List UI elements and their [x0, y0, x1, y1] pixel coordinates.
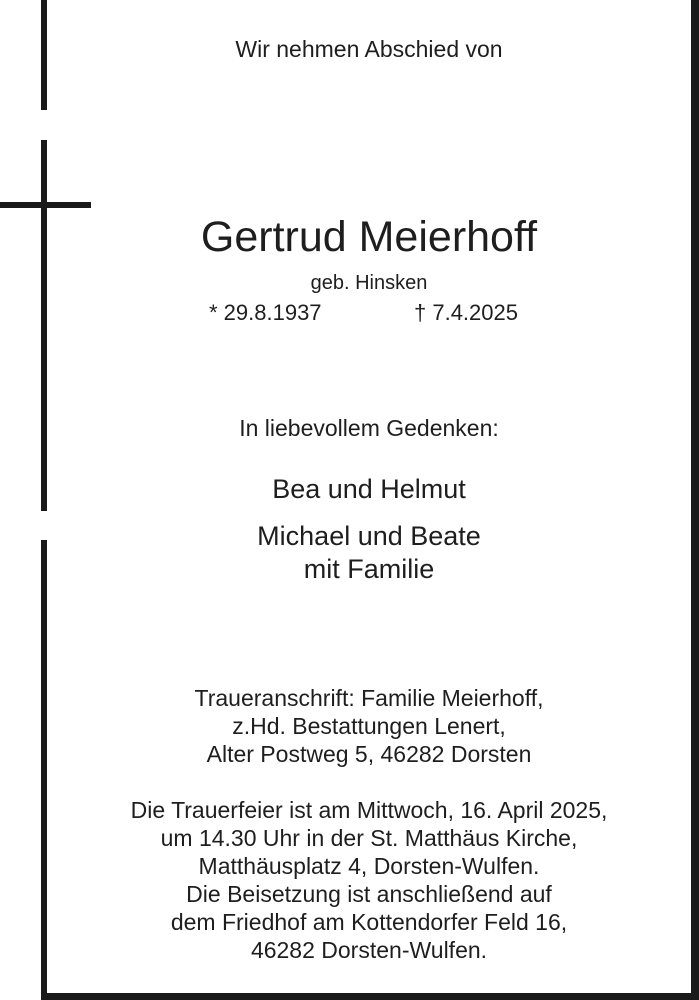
funeral-line: um 14.30 Uhr in der St. Matthäus Kirche, — [160, 825, 578, 851]
mourner-line: mit Familie — [303, 554, 435, 584]
birth-date: * 29.8.1937 — [209, 300, 322, 325]
deceased-name: Gertrud Meierhoff — [200, 213, 538, 261]
funeral-line: Die Trauerfeier ist am Mittwoch, 16. April 2025, — [130, 797, 608, 823]
mourning-address — [47, 684, 691, 768]
frame-right — [691, 0, 699, 1000]
funeral-line: Die Beisetzung ist anschließend auf — [186, 881, 552, 907]
life-dates — [47, 300, 691, 328]
funeral-line: 46282 Dorsten-Wulfen. — [250, 937, 488, 963]
mourner-line: Bea und Helmut — [272, 474, 466, 504]
frame-bottom — [41, 993, 699, 1000]
cross-icon-arm — [0, 202, 91, 208]
funeral-line: Matthäusplatz 4, Dorsten-Wulfen. — [198, 853, 540, 879]
address-line: Traueranschrift: Familie Meierhoff, — [194, 685, 544, 711]
address-line: z.Hd. Bestattungen Lenert, — [232, 713, 506, 739]
memory-intro: In liebevollem Gedenken: — [239, 415, 499, 441]
address-line: Alter Postweg 5, 46282 Dorsten — [206, 741, 532, 767]
notice-heading: Wir nehmen Abschied von — [235, 36, 503, 62]
mourner-line: Michael und Beate — [257, 521, 481, 551]
death-date: † 7.4.2025 — [414, 300, 518, 325]
mourner-block — [47, 520, 691, 586]
funeral-info — [47, 796, 691, 964]
maiden-name: geb. Hinsken — [310, 272, 428, 294]
funeral-line: dem Friedhof am Kottendorfer Feld 16, — [170, 909, 568, 935]
